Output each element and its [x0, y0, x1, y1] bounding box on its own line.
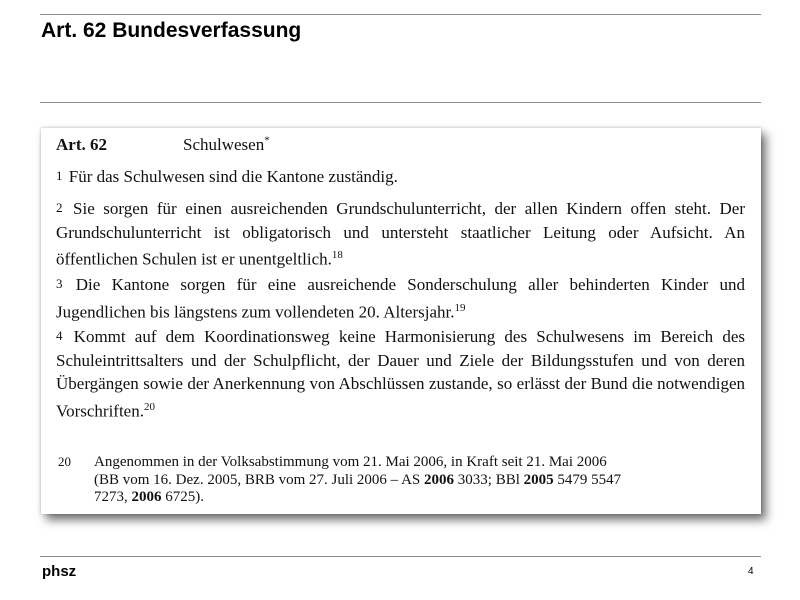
footnote-ref: 18 [331, 249, 343, 261]
paragraph-1 [56, 164, 745, 189]
page-number: 4 [748, 566, 754, 577]
paragraph-number: 1 [56, 168, 63, 183]
paragraph-4 [56, 324, 745, 423]
slide-title: Art. 62 Bundesverfassung [41, 19, 302, 42]
paragraph-3 [56, 272, 745, 324]
footnote-segment: 3033; BBl [454, 471, 524, 488]
footnote-bold-year: 2006 [424, 471, 455, 488]
footnote-bold-year: 2005 [523, 471, 554, 488]
paragraph-number: 2 [56, 200, 63, 215]
footnote-segment: 7273, [94, 489, 132, 505]
title-rule [40, 102, 761, 103]
paragraph-text: Die Kantone sorgen für eine ausreichende Sonderschulung aller behinderten Kinder und Jugendlichen bis längstens zum vollendeten 20. Altersjahr. [56, 275, 746, 322]
article-scan [41, 128, 761, 514]
article-heading [56, 134, 270, 155]
top-rule [40, 14, 761, 15]
footnote-segment: (BB vom 16. Dez. 2005, BRB vom 27. Juli 2006 – AS [94, 471, 425, 488]
footer-rule [40, 556, 761, 557]
paragraph-2 [56, 196, 745, 271]
article-title-mark: * [264, 134, 270, 146]
logo-text: phsz [42, 563, 77, 580]
footnote-line-3 [94, 489, 734, 507]
paragraph-text: Für das Schulwesen sind die Kantone zuständig. [68, 167, 398, 186]
footnote-text [94, 454, 734, 507]
article-number: Art. 62 [56, 134, 107, 154]
footnote-segment: 5479 5547 [553, 471, 622, 488]
paragraph-number: 4 [56, 328, 63, 343]
article-title-text: Schulwesen [183, 134, 265, 154]
footnote-bold-year: 2006 [131, 489, 162, 505]
paragraph-number: 3 [56, 276, 63, 291]
article-title [183, 135, 270, 154]
paragraph-text: Kommt auf dem Koordinationsweg keine Harmonisierung des Schulwesens im Bereich des Schuleintrittsalters und der Schulpflicht, der Dauer und Ziele der Bildungsstufen und von deren Übergängen sowie der Anerkennung von Abschlüssen zustande, so erlässt der Bund die notwendigen Vorschriften. [56, 327, 746, 421]
footnote-line-1: Angenommen in der Volksabstimmung vom 21. Mai 2006, in Kraft seit 21. Mai 2006 [94, 454, 607, 470]
paragraph-text: Sie sorgen für einen ausreichenden Grundschulunterricht, der allen Kindern offen steht. Der Grundschulunterricht ist obligatorisch und untersteht staatlicher Leitung oder Aufsicht. An öffentlichen Schulen ist er unentgeltlich. [56, 199, 746, 269]
footnote-ref: 20 [143, 400, 155, 413]
footnote-segment: 6725). [161, 489, 204, 505]
footnote-line-2 [94, 472, 734, 490]
footnote-ref: 19 [454, 301, 466, 314]
footnote-number: 20 [58, 454, 71, 469]
